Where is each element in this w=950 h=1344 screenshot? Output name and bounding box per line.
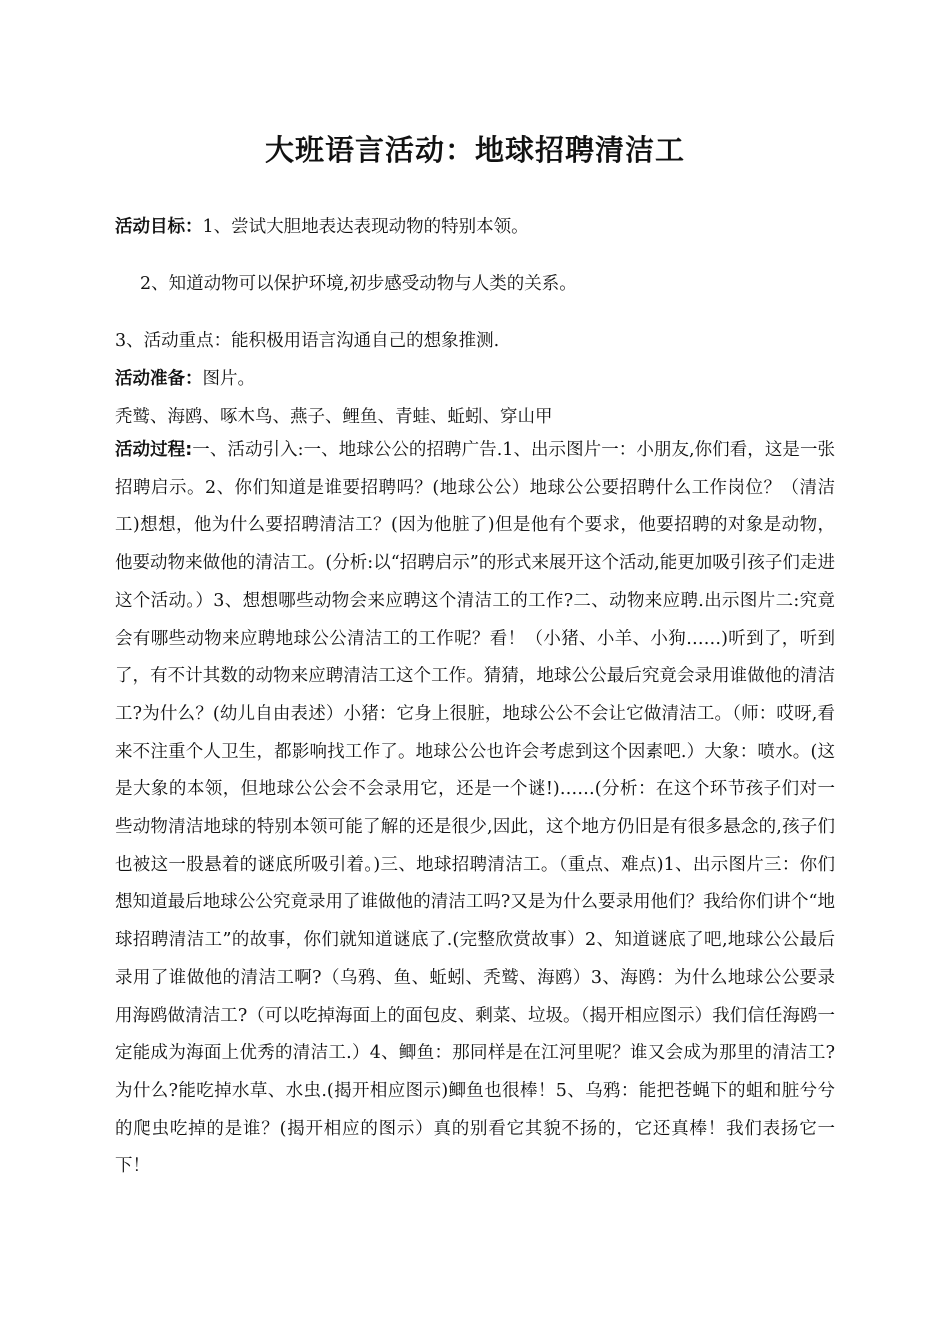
process-text: 一、活动引入:一、地球公公的招聘广告.1、出示图片一：小朋友,你们看，这是一张招聘启示。2、你们知道是谁要招聘吗？(地球公公）地球公公要招聘什么工作岗位？（清洁工)想想，他为什么要招聘清洁工？(因为他脏了)但是他有个要求，他要招聘的对象是动物，他要动物来做他的清洁工。(分析:以“招聘启示”的形式来展开这个活动,能更加吸引孩子们走进这个活动。）3、想想哪些动物会来应聘这个清洁工的工作?二、动物来应聘.出示图片二:究竟会有哪些动物来应聘地球公公清洁工的工作呢？看！（小猪、小羊、小狗……)听到了，听到了，有不计其数的动物来应聘清洁工这个工作。猜猜，地球公公最后究竟会录用谁做他的清洁工?为什么？(幼儿自由表述）小猪：它身上很脏，地球公公不会让它做清洁工。（师：哎呀,看来不注重个人卫生，都影响找工作了。地球公公也许会考虑到这个因素吧.）大象：喷水。(这是大象的本领，但地球公公会不会录用它，还是一个谜!)……(分析：在这个环节孩子们对一些动物清洁地球的特别本领可能了解的还是很少,因此，这个地方仍旧是有很多悬念的,孩子们也被这一股悬着的谜底所吸引着。)三、地球招聘清洁工。（重点、难点)1、出示图片三：你们想知道最后地球公公究竟录用了谁做他的清洁工吗?又是为什么要录用他们？我给你们讲个“地球招聘清洁工”的故事，你们就知道谜底了.(完整欣赏故事）2、知道谜底了吧,地球公公最后录用了谁做他的清洁工啊?（乌鸦、鱼、蚯蚓、秃鹫、海鸥）3、海鸥：为什么地球公公要录用海鸥做清洁工?（可以吃掉海面上的面包皮、剩菜、垃圾。（揭开相应图示）我们信任海鸥一定能成为海面上优秀的清洁工.）4、鲫鱼：那同样是在江河里呢？谁又会成为那里的清洁工?为什么?能吃掉水草、水虫.(揭开相应图示)鲫鱼也很棒！5、乌鸦：能把苍蝇下的蛆和脏兮兮的爬虫吃掉的是谁？(揭开相应的图示）真的别看它其貌不扬的，它还真棒！我们表扬它一下！ [115, 440, 836, 1177]
process-label: 活动过程: [115, 440, 193, 460]
page-title: 大班语言活动：地球招聘清洁工 [264, 133, 685, 167]
animals-list: 秃鹫、海鸥、啄木鸟、燕子、鲤鱼、青蛙、蚯蚓、穿山甲 [115, 407, 553, 427]
prep-label: 活动准备： [115, 369, 203, 389]
prep-line [115, 365, 255, 390]
goal-3-text: 3、活动重点：能积极用语言沟通自己的想象推测. [115, 331, 500, 351]
goals-line [115, 213, 529, 238]
goals-label: 活动目标： [115, 217, 203, 237]
goal-2-text: 2、知道动物可以保护环境,初步感受动物与人类的关系。 [140, 274, 577, 294]
goal-1-text: 1、尝试大胆地表达表现动物的特别本领。 [202, 217, 529, 237]
prep-text: 图片。 [202, 369, 255, 389]
process-paragraph [115, 432, 835, 1186]
